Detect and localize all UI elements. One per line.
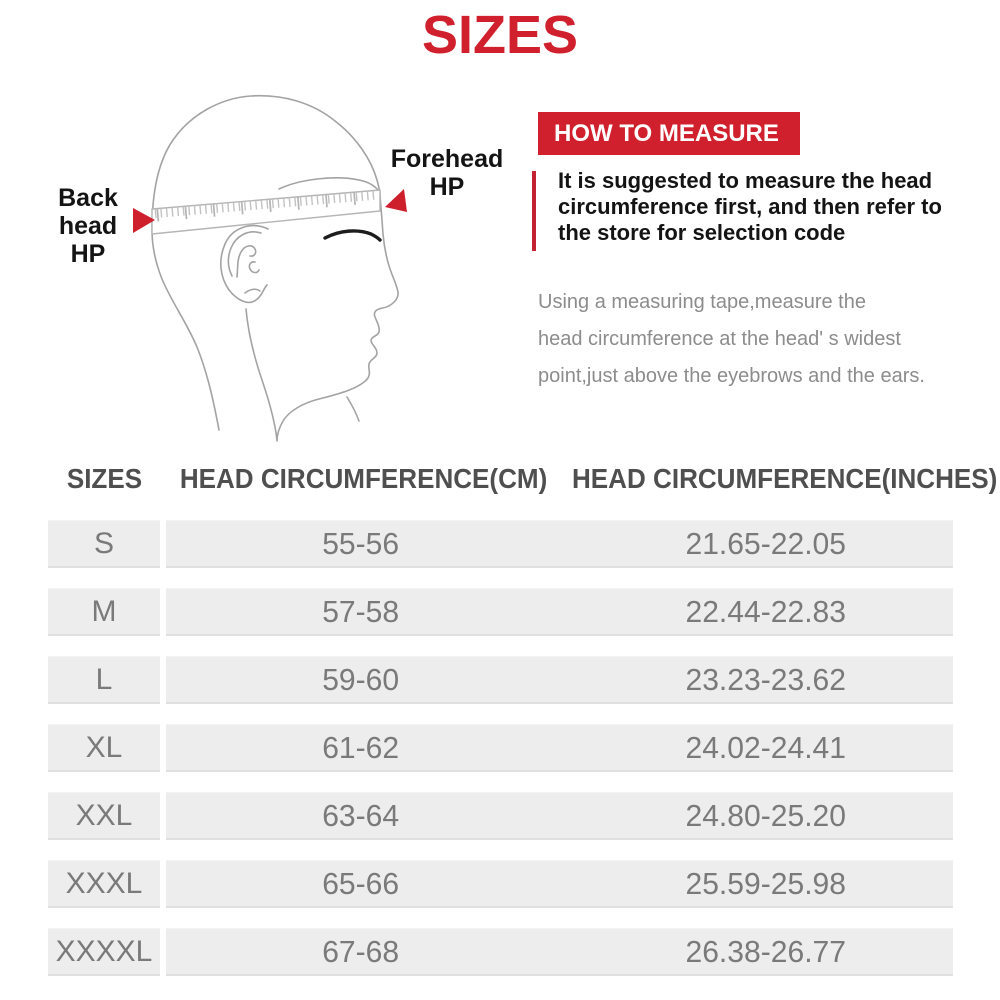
size-cell: S [48, 520, 160, 568]
size-cell: XL [48, 724, 160, 772]
measure-note [538, 284, 968, 395]
instruction-line: the store for selection code [558, 220, 846, 245]
measurement-cell [166, 928, 953, 976]
header-circumference-cm: HEAD CIRCUMFERENCE(CM) [179, 463, 548, 494]
page-title: SIZES [421, 5, 579, 65]
table-row [0, 792, 1000, 840]
inches-value: 23.23-23.62 [685, 662, 847, 697]
cm-value: 61-62 [322, 730, 400, 765]
table-row [0, 520, 1000, 568]
header-sizes: SIZES [66, 463, 142, 494]
cm-value: 63-64 [322, 798, 400, 833]
forehead-label-line: HP [429, 173, 465, 201]
table-row [0, 860, 1000, 908]
eyebrow [325, 231, 380, 240]
throat-line [347, 397, 359, 421]
size-cell: XXXL [48, 860, 160, 908]
size-cell: M [48, 588, 160, 636]
size-cell: L [48, 656, 160, 704]
cm-value: 59-60 [322, 662, 400, 697]
inches-value: 26.38-26.77 [685, 934, 847, 969]
back-head-label [34, 184, 142, 268]
table-row [0, 928, 1000, 976]
forehead-label-line: Forehead [390, 145, 504, 173]
accent-bar [532, 171, 536, 251]
measurement-cell [166, 520, 953, 568]
back-head-label-line: HP [70, 240, 106, 268]
size-cell: XXL [48, 792, 160, 840]
head-outline [152, 96, 398, 441]
inches-value: 22.44-22.83 [685, 594, 847, 629]
cm-value: 65-66 [322, 866, 400, 901]
instruction-line: It is suggested to measure the head [558, 168, 933, 193]
forehead-label [385, 145, 509, 201]
cm-value: 57-58 [322, 594, 400, 629]
back-head-label-line: head [58, 212, 118, 240]
inches-value: 24.02-24.41 [685, 730, 847, 765]
neck-line [246, 309, 277, 440]
measurement-cell [166, 860, 953, 908]
table-row [0, 724, 1000, 772]
cm-value: 67-68 [322, 934, 400, 969]
cm-value: 55-56 [322, 526, 400, 561]
inches-value: 25.59-25.98 [685, 866, 847, 901]
instruction-line: circumference first, and then refer to [558, 194, 942, 219]
inches-value: 24.80-25.20 [685, 798, 847, 833]
measurement-cell [166, 792, 953, 840]
measurement-cell [166, 724, 953, 772]
back-head-label-line: Back [58, 184, 118, 212]
table-row [0, 656, 1000, 704]
size-cell: XXXXL [48, 928, 160, 976]
table-row [0, 588, 1000, 636]
header-circumference-inches: HEAD CIRCUMFERENCE(INCHES) [572, 463, 998, 494]
ear-inner-curve [228, 232, 261, 276]
measurement-cell [166, 656, 953, 704]
inches-value: 21.65-22.05 [685, 526, 847, 561]
note-line: head circumference at the head' s widest [538, 328, 901, 350]
measurement-cell [166, 588, 953, 636]
note-line: Using a measuring tape,measure the [538, 291, 866, 313]
measure-instruction [532, 168, 952, 246]
note-line: point,just above the eyebrows and the ears. [538, 365, 925, 387]
size-table-header [0, 462, 1000, 496]
how-to-measure-banner: HOW TO MEASURE [538, 112, 800, 155]
